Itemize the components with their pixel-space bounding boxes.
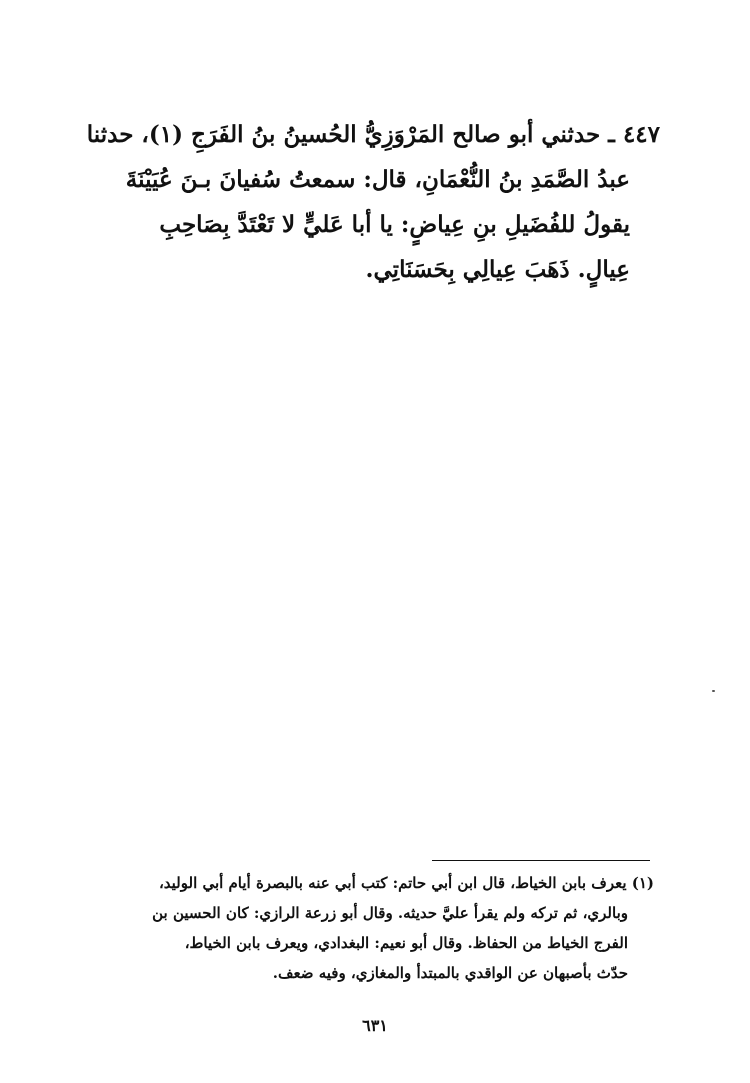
hadith-line: يقولُ للفُضَيلِ بنِ عِياضٍ: يا أبا عَليٍّ لا تَعْتَدَّ بِصَاحِبِ [159,211,630,238]
footnote-line: (١) يعرف بابن الخياط، قال ابن أبي حاتم: كتب أبي عنه بالبصرة أيام أبي الوليد، [158,874,654,892]
hadith-line: عِيالٍ. ذَهَبَ عِيالِي بِحَسَنَاتِي. [365,256,630,283]
footnote-text [92,868,654,988]
page-number: ٦٣١ [362,1016,388,1035]
hadith-line: ٤٤٧ ـ حدثني أبو صالح المَرْوَزِيُّ الحُسينُ بنُ الفَرَجِ (١)، حدثنا [86,121,660,148]
hadith-line: عبدُ الصَّمَدِ بنُ النُّعْمَانِ، قال: سمعتُ سُفيانَ بـنَ عُيَيْنَةَ [125,166,630,193]
hadith-text [88,112,660,292]
paper-speck [712,690,715,692]
footnote-line: الفرج الخياط من الحفاظ. وقال أبو نعيم: البغدادي، ويعرف بابن الخياط، [184,934,628,952]
footnote-separator [432,860,650,861]
footnote-line: وبالري، ثم تركه ولم يقرأ عليَّ حديثه. وقال أبو زرعة الرازي: كان الحسين بن [152,904,628,922]
footnote-line: حدّث بأصبهان عن الواقدي بالمبتدأ والمغازي، وفيه ضعف. [272,964,628,982]
